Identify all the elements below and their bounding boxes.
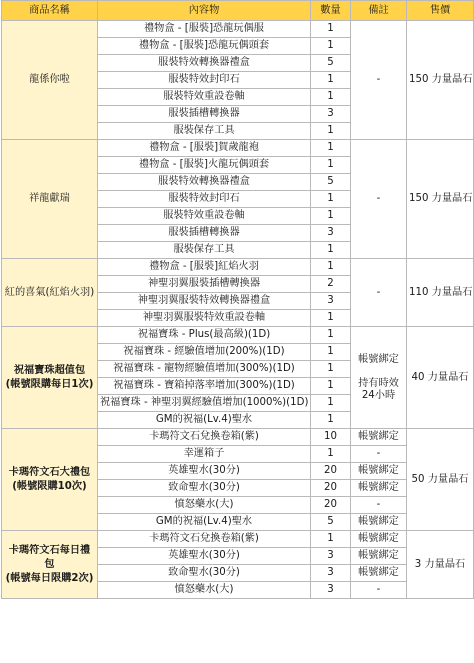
content-item: 祝福寶珠 - Plus(最高級)(1D): [98, 327, 311, 344]
product-price: 150 力量晶石: [407, 21, 474, 140]
item-quantity: 20: [311, 497, 351, 514]
content-item: 卡瑪符文石兌換卷箱(紫): [98, 429, 311, 446]
item-quantity: 1: [311, 446, 351, 463]
item-note: -: [351, 582, 407, 599]
content-item: 服裝插槽轉換器: [98, 106, 311, 123]
package-price-table: [1, 0, 474, 599]
purchase-limit: (帳號限購10次): [12, 480, 87, 492]
product-name-cell: [2, 327, 98, 429]
content-item: 禮物盒 - [服裝]恐龍玩偶頭套: [98, 38, 311, 55]
item-quantity: 20: [311, 480, 351, 497]
product-name-cell: [2, 429, 98, 531]
content-item: 服裝特效封印石: [98, 72, 311, 89]
item-quantity: 1: [311, 72, 351, 89]
item-quantity: 1: [311, 157, 351, 174]
header-price: 售價: [407, 1, 474, 21]
product-name: 祝福寶珠超值包: [13, 364, 86, 376]
item-quantity: 2: [311, 276, 351, 293]
item-note: -: [351, 21, 407, 140]
content-item: 禮物盒 - [服裝]恐龍玩偶服: [98, 21, 311, 38]
product-price: 150 力量晶石: [407, 140, 474, 259]
purchase-limit: (帳號限購每日1次): [5, 378, 94, 390]
content-item: 神聖羽翼服裝特效轉換器禮盒: [98, 293, 311, 310]
content-item: 服裝特效重設卷軸: [98, 208, 311, 225]
content-item: 憤怒藥水(大): [98, 497, 311, 514]
content-item: 服裝特效轉換器禮盒: [98, 55, 311, 72]
table-row: [2, 140, 474, 157]
product-price: 3 力量晶石: [407, 531, 474, 599]
item-quantity: 1: [311, 191, 351, 208]
content-item: 祝福寶珠 - 經驗值增加(200%)(1D): [98, 344, 311, 361]
table-row: [2, 21, 474, 38]
content-item: 憤怒藥水(大): [98, 582, 311, 599]
item-quantity: 1: [311, 242, 351, 259]
table-row: [2, 429, 474, 446]
content-item: 祝福寶珠 - 寶箱掉落率增加(300%)(1D): [98, 378, 311, 395]
content-item: 幸運箱子: [98, 446, 311, 463]
item-quantity: 3: [311, 106, 351, 123]
item-quantity: 5: [311, 174, 351, 191]
product-name: 祥龍獻瑞: [29, 193, 70, 204]
content-item: GM的祝福(Lv.4)聖水: [98, 514, 311, 531]
item-note: -: [351, 446, 407, 463]
item-quantity: 1: [311, 21, 351, 38]
table-row: [2, 531, 474, 548]
product-name: 卡瑪符文石大禮包: [8, 466, 91, 478]
content-item: 服裝保存工具: [98, 123, 311, 140]
item-note: 帳號綁定: [351, 548, 407, 565]
header-note: 備註: [351, 1, 407, 21]
content-item: 致命聖水(30分): [98, 480, 311, 497]
item-quantity: 3: [311, 225, 351, 242]
item-note: 帳號綁定: [351, 514, 407, 531]
item-note: 帳號綁定: [351, 463, 407, 480]
item-quantity: 1: [311, 531, 351, 548]
product-name-cell: [2, 259, 98, 327]
content-item: 禮物盒 - [服裝]火龍玩偶頭套: [98, 157, 311, 174]
item-quantity: 1: [311, 378, 351, 395]
product-price: 40 力量晶石: [407, 327, 474, 429]
item-note: 帳號綁定: [351, 565, 407, 582]
content-item: 服裝保存工具: [98, 242, 311, 259]
content-item: 卡瑪符文石兌換卷箱(紫): [98, 531, 311, 548]
item-note: 帳號綁定 持有時效 24小時: [351, 327, 407, 429]
content-item: 服裝特效轉換器禮盒: [98, 174, 311, 191]
item-quantity: 1: [311, 140, 351, 157]
purchase-limit: (帳號每日限購2次): [5, 572, 94, 584]
item-quantity: 1: [311, 395, 351, 412]
item-note: 帳號綁定: [351, 429, 407, 446]
item-quantity: 10: [311, 429, 351, 446]
item-quantity: 5: [311, 55, 351, 72]
item-quantity: 20: [311, 463, 351, 480]
item-quantity: 3: [311, 293, 351, 310]
product-price: 50 力量晶石: [407, 429, 474, 531]
header-quantity: 數量: [311, 1, 351, 21]
item-quantity: 1: [311, 89, 351, 106]
product-price: 110 力量晶石: [407, 259, 474, 327]
content-item: 服裝插槽轉換器: [98, 225, 311, 242]
product-name-cell: [2, 140, 98, 259]
item-quantity: 1: [311, 38, 351, 55]
content-item: 致命聖水(30分): [98, 565, 311, 582]
item-quantity: 1: [311, 123, 351, 140]
product-name: 龍係你啦: [29, 74, 70, 85]
content-item: 英雄聖水(30分): [98, 463, 311, 480]
content-item: 服裝特效封印石: [98, 191, 311, 208]
item-note: -: [351, 259, 407, 327]
content-item: 神聖羽翼服裝特效重設卷軸: [98, 310, 311, 327]
item-quantity: 1: [311, 208, 351, 225]
item-quantity: 1: [311, 310, 351, 327]
content-item: 神聖羽翼服裝插槽轉換器: [98, 276, 311, 293]
header-row: [2, 1, 474, 21]
item-quantity: 1: [311, 361, 351, 378]
item-quantity: 3: [311, 548, 351, 565]
item-quantity: 3: [311, 582, 351, 599]
header-contents: 內容物: [98, 1, 311, 21]
item-quantity: 1: [311, 259, 351, 276]
item-quantity: 1: [311, 344, 351, 361]
product-name-cell: [2, 531, 98, 599]
item-quantity: 5: [311, 514, 351, 531]
table-body: [2, 21, 474, 599]
table-row: [2, 259, 474, 276]
item-quantity: 1: [311, 327, 351, 344]
product-name: 紅的喜氣(紅焰火羽): [4, 286, 95, 298]
product-name-cell: [2, 21, 98, 140]
item-note: 帳號綁定: [351, 480, 407, 497]
content-item: 禮物盒 - [服裝]紅焰火羽: [98, 259, 311, 276]
header-product-name: 商品名稱: [2, 1, 98, 21]
content-item: 服裝特效重設卷軸: [98, 89, 311, 106]
product-name: 卡瑪符文石每日禮包: [8, 544, 91, 570]
item-quantity: 1: [311, 412, 351, 429]
item-note: -: [351, 497, 407, 514]
content-item: 祝福寶珠 - 寵物經驗值增加(300%)(1D): [98, 361, 311, 378]
table-row: [2, 327, 474, 344]
item-quantity: 3: [311, 565, 351, 582]
item-note: 帳號綁定: [351, 531, 407, 548]
content-item: 英雄聖水(30分): [98, 548, 311, 565]
content-item: GM的祝福(Lv.4)聖水: [98, 412, 311, 429]
item-note: -: [351, 140, 407, 259]
content-item: 祝福寶珠 - 神聖羽翼經驗值增加(1000%)(1D): [98, 395, 311, 412]
content-item: 禮物盒 - [服裝]賀歲龍袍: [98, 140, 311, 157]
